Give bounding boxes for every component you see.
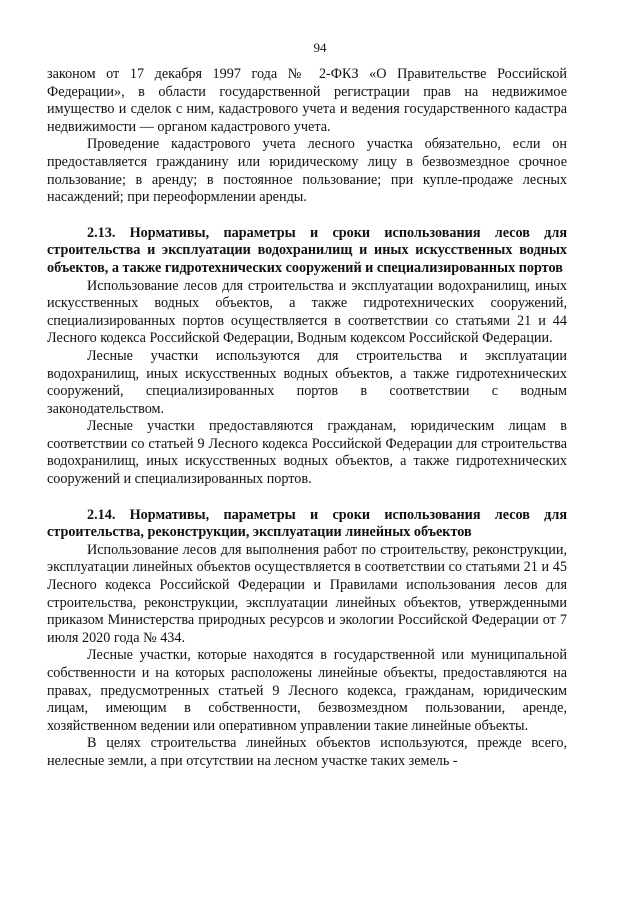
paragraph-2-13-land-use: Лесные участки используются для строительства и эксплуатации водохранилищ, иных искусственных водных объектов, а также гидротехнических сооружений, специализированных портов в соответствии с водным законодательством. [47,347,567,417]
paragraph-cadastral-registration: Проведение кадастрового учета лесного участка обязательно, если он предоставляется гражданину или юридическому лицу в безвозмездное срочное пользование; в аренду; в постоянное пользование; при купле-продаже лесных насаждений; при переоформлении аренды. [47,136,567,206]
paragraph-2-14-legal-basis: Использование лесов для выполнения работ по строительству, реконструкции, эксплуатации линейных объектов осуществляется в соответствии со статьями 21 и 45 Лесного кодекса Российской Федерации и Правилами использования лесов для строительства, реконструкции, эксплуатации линейных объектов, утвержденными приказом Министерства природных ресурсов и экологии Российской Федерации от 7 июля 2020 года № 434. [47,541,567,646]
section-spacer [47,207,567,225]
paragraph-2-13-provision: Лесные участки предоставляются гражданам, юридическим лицам в соответствии со статьей 9 Лесного кодекса Российской Федерации для строительства водохранилищ, иных искусственных водных объектов, а также гидротехнических сооружений и специализированных портов. [47,418,567,488]
document-body [47,66,567,771]
page-number: 94 [313,40,327,55]
section-heading-2-13: 2.13. Нормативы, параметры и сроки использования лесов для строительства и эксплуатации водохранилищ и иных искусственных водных объектов, а также гидротехнических сооружений и специализированных портов [47,224,567,276]
paragraph-2-13-legal-basis: Использование лесов для строительства и эксплуатации водохранилищ, иных искусственных водных объектов, а также гидротехнических сооружений, специализированных портов осуществляется в соответствии со статьями 21 и 44 Лесного кодекса Российской Федерации, Водным кодексом Российской Федерации. [47,277,567,347]
paragraph-continuation: законом от 17 декабря 1997 года № 2-ФКЗ «О Правительстве Российской Федерации», в области государственной регистрации прав на недвижимое имущество и сделок с ним, кадастрового учета и ведения государственного кадастра недвижимости — органом кадастрового учета. [47,66,567,135]
paragraph-2-14-land-rights: Лесные участки, которые находятся в государственной или муниципальной собственности и на которых расположены линейные объекты, предоставляются на правах, предусмотренных статьей 9 Лесного кодекса, гражданам, юридическим лицам, имеющим в собственности, безвозмездном пользовании, аренде, хозяйственном ведении или оперативном управлении такие линейные объекты. [47,647,567,734]
paragraph-2-14-non-forest-land: В целях строительства линейных объектов используются, прежде всего, нелесные земли, а при отсутствии на лесном участке таких земель - [47,735,567,769]
section-spacer [47,489,567,507]
section-heading-2-14: 2.14. Нормативы, параметры и сроки использования лесов для строительства, реконструкции, эксплуатации линейных объектов [47,506,567,541]
